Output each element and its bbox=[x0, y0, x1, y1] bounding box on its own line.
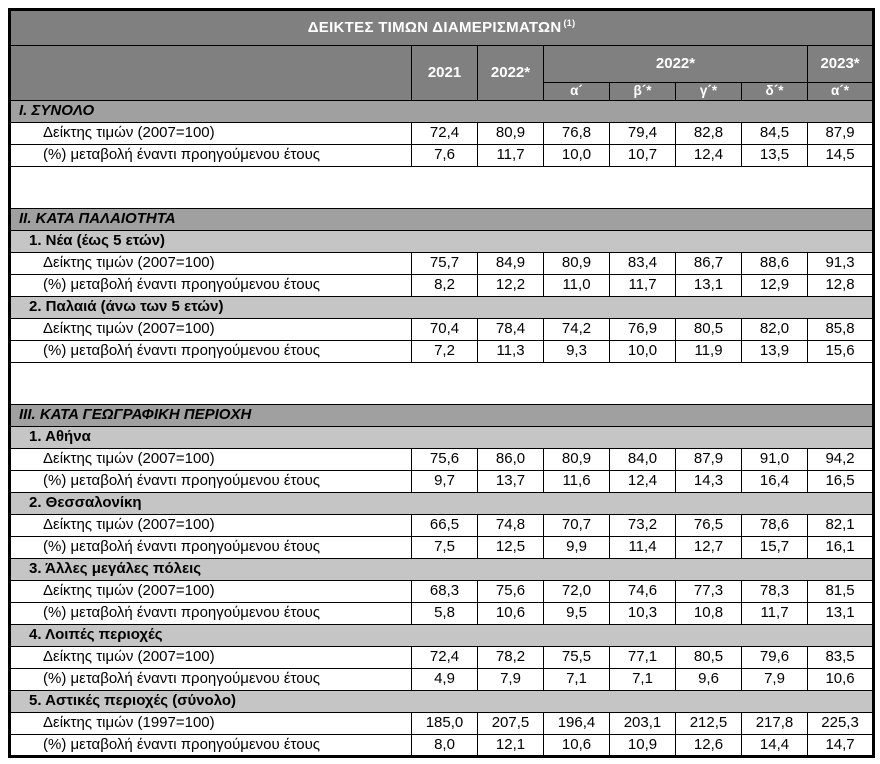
value-cell: 75,7 bbox=[412, 253, 478, 275]
value-cell: 7,9 bbox=[742, 669, 808, 691]
value-cell: 14,5 bbox=[808, 145, 874, 167]
value-cell: 13,1 bbox=[808, 603, 874, 625]
row-label-cell: Δείκτης τιμών (2007=100) bbox=[10, 253, 412, 275]
subsection-heading-row bbox=[10, 427, 874, 449]
spacer-cell bbox=[10, 167, 874, 209]
value-cell: 10,8 bbox=[676, 603, 742, 625]
table-row bbox=[10, 319, 874, 341]
col-header-2022-q1: α´ bbox=[544, 83, 610, 101]
value-cell: 12,4 bbox=[610, 471, 676, 493]
value-cell: 74,2 bbox=[544, 319, 610, 341]
value-cell: 79,6 bbox=[742, 647, 808, 669]
col-group-2022: 2022* bbox=[544, 46, 808, 83]
value-cell: 217,8 bbox=[742, 713, 808, 735]
table-title bbox=[10, 10, 874, 46]
section-heading-row bbox=[10, 405, 874, 427]
value-cell: 86,7 bbox=[676, 253, 742, 275]
col-header-2021: 2021 bbox=[412, 46, 478, 101]
value-cell: 88,6 bbox=[742, 253, 808, 275]
subsection-heading-row bbox=[10, 625, 874, 647]
value-cell: 11,9 bbox=[676, 341, 742, 363]
value-cell: 10,6 bbox=[478, 603, 544, 625]
value-cell: 7,1 bbox=[544, 669, 610, 691]
value-cell: 10,7 bbox=[610, 145, 676, 167]
row-label-cell: (%) μεταβολή έναντι προηγούμενου έτους bbox=[10, 275, 412, 297]
subsection-heading: 4. Λοιπές περιοχές bbox=[10, 625, 874, 647]
row-label-cell: (%) μεταβολή έναντι προηγούμενου έτους bbox=[10, 145, 412, 167]
value-cell: 10,0 bbox=[544, 145, 610, 167]
section-heading: I. ΣΥΝΟΛΟ bbox=[10, 101, 874, 123]
value-cell: 14,7 bbox=[808, 735, 874, 757]
table-row bbox=[10, 515, 874, 537]
subsection-heading-row bbox=[10, 493, 874, 515]
value-cell: 8,2 bbox=[412, 275, 478, 297]
value-cell: 15,7 bbox=[742, 537, 808, 559]
value-cell: 7,2 bbox=[412, 341, 478, 363]
table-row bbox=[10, 669, 874, 691]
value-cell: 86,0 bbox=[478, 449, 544, 471]
value-cell: 13,9 bbox=[742, 341, 808, 363]
value-cell: 74,6 bbox=[610, 581, 676, 603]
value-cell: 4,9 bbox=[412, 669, 478, 691]
value-cell: 11,4 bbox=[610, 537, 676, 559]
value-cell: 81,5 bbox=[808, 581, 874, 603]
value-cell: 74,8 bbox=[478, 515, 544, 537]
title-row bbox=[10, 10, 874, 46]
section-spacer-row bbox=[10, 363, 874, 405]
subsection-heading: 3. Άλλες μεγάλες πόλεις bbox=[10, 559, 874, 581]
table-row bbox=[10, 123, 874, 145]
value-cell: 83,5 bbox=[808, 647, 874, 669]
value-cell: 73,2 bbox=[610, 515, 676, 537]
value-cell: 76,5 bbox=[676, 515, 742, 537]
row-label-cell: Δείκτης τιμών (2007=100) bbox=[10, 647, 412, 669]
row-label-cell: Δείκτης τιμών (1997=100) bbox=[10, 713, 412, 735]
value-cell: 14,4 bbox=[742, 735, 808, 757]
table-row bbox=[10, 713, 874, 735]
value-cell: 13,7 bbox=[478, 471, 544, 493]
table-body bbox=[10, 101, 874, 757]
value-cell: 76,9 bbox=[610, 319, 676, 341]
value-cell: 12,6 bbox=[676, 735, 742, 757]
value-cell: 94,2 bbox=[808, 449, 874, 471]
value-cell: 7,9 bbox=[478, 669, 544, 691]
value-cell: 7,6 bbox=[412, 145, 478, 167]
value-cell: 12,4 bbox=[676, 145, 742, 167]
value-cell: 75,5 bbox=[544, 647, 610, 669]
subsection-heading-row bbox=[10, 297, 874, 319]
value-cell: 10,6 bbox=[808, 669, 874, 691]
value-cell: 13,5 bbox=[742, 145, 808, 167]
table-row bbox=[10, 275, 874, 297]
row-label-cell: (%) μεταβολή έναντι προηγούμενου έτους bbox=[10, 471, 412, 493]
subsection-heading: 1. Αθήνα bbox=[10, 427, 874, 449]
value-cell: 16,5 bbox=[808, 471, 874, 493]
value-cell: 80,9 bbox=[544, 253, 610, 275]
value-cell: 196,4 bbox=[544, 713, 610, 735]
value-cell: 7,5 bbox=[412, 537, 478, 559]
value-cell: 9,6 bbox=[676, 669, 742, 691]
row-label-cell: Δείκτης τιμών (2007=100) bbox=[10, 123, 412, 145]
subsection-heading: 1. Νέα (έως 5 ετών) bbox=[10, 231, 874, 253]
subsection-heading-row bbox=[10, 231, 874, 253]
value-cell: 78,6 bbox=[742, 515, 808, 537]
value-cell: 78,3 bbox=[742, 581, 808, 603]
row-label-cell: Δείκτης τιμών (2007=100) bbox=[10, 319, 412, 341]
value-cell: 11,7 bbox=[610, 275, 676, 297]
value-cell: 7,1 bbox=[610, 669, 676, 691]
value-cell: 72,4 bbox=[412, 647, 478, 669]
row-label-cell: (%) μεταβολή έναντι προηγούμενου έτους bbox=[10, 669, 412, 691]
value-cell: 5,8 bbox=[412, 603, 478, 625]
value-cell: 72,0 bbox=[544, 581, 610, 603]
value-cell: 11,7 bbox=[478, 145, 544, 167]
value-cell: 12,8 bbox=[808, 275, 874, 297]
value-cell: 12,5 bbox=[478, 537, 544, 559]
row-label-cell: (%) μεταβολή έναντι προηγούμενου έτους bbox=[10, 603, 412, 625]
row-label-cell: (%) μεταβολή έναντι προηγούμενου έτους bbox=[10, 537, 412, 559]
table-row bbox=[10, 581, 874, 603]
value-cell: 84,0 bbox=[610, 449, 676, 471]
col-header-2023-q1: α´* bbox=[808, 83, 874, 101]
value-cell: 91,3 bbox=[808, 253, 874, 275]
value-cell: 13,1 bbox=[676, 275, 742, 297]
stub-cell bbox=[10, 46, 412, 101]
value-cell: 16,1 bbox=[808, 537, 874, 559]
value-cell: 72,4 bbox=[412, 123, 478, 145]
subsection-heading-row bbox=[10, 559, 874, 581]
table-row bbox=[10, 471, 874, 493]
value-cell: 10,9 bbox=[610, 735, 676, 757]
value-cell: 185,0 bbox=[412, 713, 478, 735]
table-row bbox=[10, 341, 874, 363]
apartment-price-index-table bbox=[8, 8, 875, 758]
value-cell: 15,6 bbox=[808, 341, 874, 363]
value-cell: 91,0 bbox=[742, 449, 808, 471]
value-cell: 82,0 bbox=[742, 319, 808, 341]
table-row bbox=[10, 537, 874, 559]
value-cell: 79,4 bbox=[610, 123, 676, 145]
value-cell: 76,8 bbox=[544, 123, 610, 145]
value-cell: 14,3 bbox=[676, 471, 742, 493]
value-cell: 80,9 bbox=[544, 449, 610, 471]
value-cell: 12,1 bbox=[478, 735, 544, 757]
section-heading-row bbox=[10, 209, 874, 231]
value-cell: 9,7 bbox=[412, 471, 478, 493]
value-cell: 78,2 bbox=[478, 647, 544, 669]
row-label-cell: (%) μεταβολή έναντι προηγούμενου έτους bbox=[10, 341, 412, 363]
title-text: ΔΕΙΚΤΕΣ ΤΙΜΩΝ ΔΙΑΜΕΡΙΣΜΑΤΩΝ bbox=[307, 19, 562, 37]
value-cell: 9,5 bbox=[544, 603, 610, 625]
value-cell: 84,5 bbox=[742, 123, 808, 145]
header-year-row bbox=[10, 46, 874, 83]
table-row bbox=[10, 603, 874, 625]
value-cell: 80,5 bbox=[676, 319, 742, 341]
col-header-2022: 2022* bbox=[478, 46, 544, 101]
value-cell: 75,6 bbox=[412, 449, 478, 471]
section-heading-row bbox=[10, 101, 874, 123]
value-cell: 207,5 bbox=[478, 713, 544, 735]
footnote-ref: (1) bbox=[563, 18, 576, 29]
value-cell: 68,3 bbox=[412, 581, 478, 603]
row-label-cell: Δείκτης τιμών (2007=100) bbox=[10, 581, 412, 603]
value-cell: 70,4 bbox=[412, 319, 478, 341]
value-cell: 80,5 bbox=[676, 647, 742, 669]
value-cell: 82,1 bbox=[808, 515, 874, 537]
value-cell: 82,8 bbox=[676, 123, 742, 145]
value-cell: 16,4 bbox=[742, 471, 808, 493]
value-cell: 11,3 bbox=[478, 341, 544, 363]
value-cell: 83,4 bbox=[610, 253, 676, 275]
subsection-heading: 5. Αστικές περιοχές (σύνολο) bbox=[10, 691, 874, 713]
table-row bbox=[10, 449, 874, 471]
value-cell: 66,5 bbox=[412, 515, 478, 537]
col-header-2022-q2: β´* bbox=[610, 83, 676, 101]
value-cell: 8,0 bbox=[412, 735, 478, 757]
value-cell: 12,7 bbox=[676, 537, 742, 559]
subsection-heading: 2. Θεσσαλονίκη bbox=[10, 493, 874, 515]
col-header-2022-q3: γ´* bbox=[676, 83, 742, 101]
value-cell: 11,0 bbox=[544, 275, 610, 297]
value-cell: 10,0 bbox=[610, 341, 676, 363]
table-row bbox=[10, 145, 874, 167]
value-cell: 87,9 bbox=[676, 449, 742, 471]
value-cell: 12,9 bbox=[742, 275, 808, 297]
table-row bbox=[10, 253, 874, 275]
table-row bbox=[10, 647, 874, 669]
subsection-heading: 2. Παλαιά (άνω των 5 ετών) bbox=[10, 297, 874, 319]
subsection-heading-row bbox=[10, 691, 874, 713]
value-cell: 225,3 bbox=[808, 713, 874, 735]
row-label-cell: Δείκτης τιμών (2007=100) bbox=[10, 449, 412, 471]
value-cell: 9,9 bbox=[544, 537, 610, 559]
value-cell: 212,5 bbox=[676, 713, 742, 735]
value-cell: 9,3 bbox=[544, 341, 610, 363]
value-cell: 85,8 bbox=[808, 319, 874, 341]
value-cell: 77,1 bbox=[610, 647, 676, 669]
value-cell: 75,6 bbox=[478, 581, 544, 603]
value-cell: 10,6 bbox=[544, 735, 610, 757]
value-cell: 11,7 bbox=[742, 603, 808, 625]
value-cell: 203,1 bbox=[610, 713, 676, 735]
row-label-cell: Δείκτης τιμών (2007=100) bbox=[10, 515, 412, 537]
section-spacer-row bbox=[10, 167, 874, 209]
col-header-2023: 2023* bbox=[808, 46, 874, 83]
value-cell: 10,3 bbox=[610, 603, 676, 625]
spacer-cell bbox=[10, 363, 874, 405]
value-cell: 11,6 bbox=[544, 471, 610, 493]
value-cell: 12,2 bbox=[478, 275, 544, 297]
value-cell: 80,9 bbox=[478, 123, 544, 145]
value-cell: 84,9 bbox=[478, 253, 544, 275]
section-heading: III. ΚΑΤΑ ΓΕΩΓΡΑΦΙΚΗ ΠΕΡΙΟΧΗ bbox=[10, 405, 874, 427]
col-header-2022-q4: δ´* bbox=[742, 83, 808, 101]
value-cell: 77,3 bbox=[676, 581, 742, 603]
section-heading: II. ΚΑΤΑ ΠΑΛΑΙΟΤΗΤΑ bbox=[10, 209, 874, 231]
value-cell: 87,9 bbox=[808, 123, 874, 145]
row-label-cell: (%) μεταβολή έναντι προηγούμενου έτους bbox=[10, 735, 412, 757]
table-row bbox=[10, 735, 874, 757]
value-cell: 70,7 bbox=[544, 515, 610, 537]
value-cell: 78,4 bbox=[478, 319, 544, 341]
